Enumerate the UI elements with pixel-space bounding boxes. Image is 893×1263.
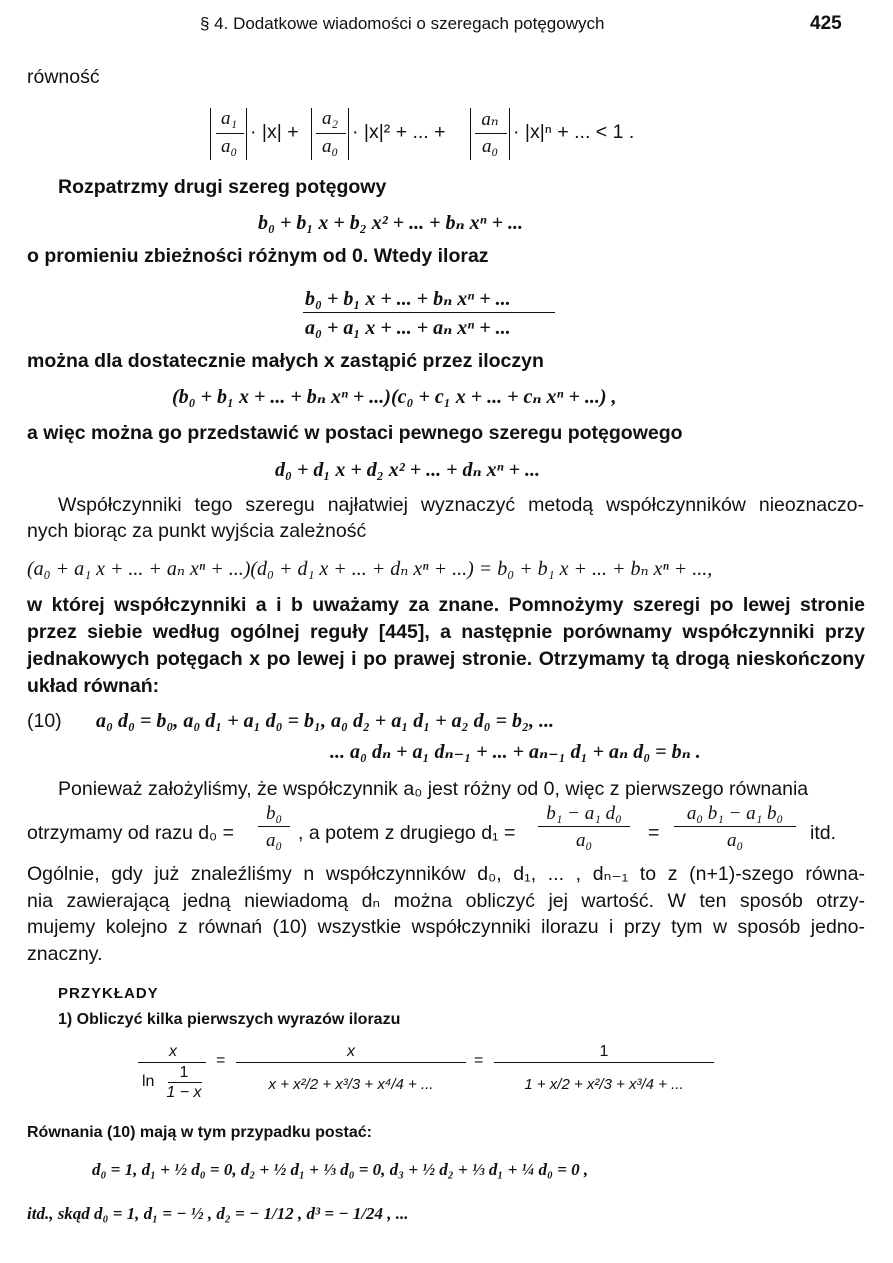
equation-label-10: (10) [27,710,62,732]
text-paragraph-1: Rozpatrzmy drugi szereg potęgowy [58,176,387,198]
equation-product: (b₀ + b₁ x + ... + bₙ xⁿ + ...)(c₀ + c₁ x + ... + cₙ xⁿ + ...) , [172,386,617,408]
ineq-a0-second: a₀ [321,136,339,157]
example-caption: Równania (10) mają w tym przypadku postać: [27,1124,372,1141]
frac-d1-alt-num: a₀ b₁ − a₁ b₀ [686,803,784,824]
text-paragraph-2: o promieniu zbieżności różnym od 0. Wtedy iloraz [27,245,489,267]
ex-frac1-inner-num: 1 [179,1064,189,1081]
equation-series-d: d₀ + d₁ x + d₂ x² + ... + dₙ xⁿ + ... [275,459,541,481]
derivation-text-2: , a potem z drugiego d₁ = [298,822,516,844]
quotient-denominator: a₀ + a₁ x + ... + aₙ xⁿ + ... [305,317,511,339]
ex-frac3-num: 1 [599,1043,609,1060]
derivation-text-3: itd. [810,822,837,844]
ineq-term2: · |x|² + ... + [352,121,446,143]
ineq-term1: · |x| + [250,121,299,143]
ex-frac2-num: x [347,1043,355,1060]
equation-long: (a₀ + a₁ x + ... + aₙ xⁿ + ...)(d₀ + d₁ x + ... + dₙ xⁿ + ...) = b₀ + b₁ x + ... + bₙ xⁿ + ..., [27,558,713,580]
ineq-a0: a₀ [220,136,238,157]
page-number: 425 [810,13,842,34]
ex-frac1-num: x [169,1043,177,1060]
ineq-a0-third: a₀ [481,136,499,157]
ineq-an: aₙ [481,109,499,130]
example-equations: d₀ = 1, d₁ + ½ d₀ = 0, d₂ + ½ d₁ + ⅓ d₀ = 0, d₃ + ½ d₂ + ⅓ d₁ + ¼ d₀ = 0 , [92,1160,589,1179]
text-paragraph-6-line-4: układ równań: [27,675,160,697]
text-paragraph-6-line-3: jednakowych potęgach x po lewej i po prawej stronie. Otrzymamy tą drogą nieskończony [27,648,865,670]
ex-frac3-den: 1 + x/2 + x²/3 + x³/4 + ... [524,1076,684,1093]
derivation-text-1: otrzymamy od razu d₀ = [27,822,234,844]
ex-frac1-inner-den: 1 − x [166,1084,202,1101]
examples-heading: PRZYKŁADY [58,985,159,1002]
text-paragraph-6-line-1: w której współczynniki a i b uważamy za znane. Pomnożymy szeregi po lewej stronie [27,594,865,616]
text-paragraph-9-line-4: znaczny. [27,943,103,965]
equation-system-line-2: ... a₀ dₙ + a₁ dₙ₋₁ + ... + aₙ₋₁ d₁ + aₙ d₀ = bₙ . [330,741,701,763]
derivation-equals: = [648,822,660,844]
frac-d0-den: a₀ [265,830,283,851]
ineq-a2: a₂ [321,108,339,129]
text-paragraph-7: Ponieważ założyliśmy, że współczynnik a₀ jest różny od 0, więc z pierwszego równania [58,778,809,800]
frac-d1-alt-den: a₀ [726,830,744,851]
quotient-numerator: b₀ + b₁ x + ... + bₙ xⁿ + ... [305,288,511,310]
ex-frac2-den: x + x²/2 + x³/3 + x⁴/4 + ... [268,1076,434,1093]
text-paragraph-4: a więc można go przedstawić w postaci pewnego szeregu potęgowego [27,422,683,444]
text-paragraph-5-line-2: nych biorąc za punkt wyjścia zależność [27,520,367,542]
text-paragraph-9-line-1: Ogólnie, gdy już znaleźliśmy n współczynników d₀, d₁, ... , dₙ₋₁ to z (n+1)-szego równa- [27,863,865,885]
ex-equals-1: = [216,1052,226,1069]
ineq-term3: · |x|ⁿ + ... < 1 . [513,121,635,143]
text-paragraph-3: można dla dostatecznie małych x zastąpić przez iloczyn [27,350,544,372]
text-paragraph-5-line-1: Współczynniki tego szeregu najłatwiej wyznaczyć metodą współczynników nieoznaczo- [58,494,864,516]
text-paragraph-6-line-2: przez siebie według ogólnej reguły [445], a następnie porównamy współczynniki przy [27,621,865,643]
frac-d1-num: b₁ − a₁ d₀ [546,803,622,824]
frac-d0-num: b₀ [265,803,283,824]
frac-d1-den: a₀ [575,830,593,851]
ex-frac1-ln: ln [142,1073,155,1090]
ex-equals-2: = [474,1052,484,1069]
text-line-rownosc: równość [27,66,100,88]
example-1-text: 1) Obliczyć kilka pierwszych wyrazów ilorazu [58,1011,401,1028]
example-result: itd., skąd d₀ = 1, d₁ = − ½ , d₂ = − 1/12 , d³ = − 1/24 , ... [27,1204,409,1223]
text-paragraph-9-line-2: nia zawierającą jedną niewiadomą dₙ można obliczyć jej wartość. W ten sposób otrzy- [27,890,865,912]
ineq-a1: a₁ [220,108,238,129]
equation-system-line-1: a₀ d₀ = b₀, a₀ d₁ + a₁ d₀ = b₁, a₀ d₂ + a₁ d₁ + a₂ d₀ = b₂, ... [96,710,554,732]
running-header: § 4. Dodatkowe wiadomości o szeregach potęgowych [200,14,605,33]
text-paragraph-9-line-3: mujemy kolejno z równań (10) wszystkie współczynniki ilorazu i przy tym w sposób jedno- [27,916,865,938]
equation-series-b: b₀ + b₁ x + b₂ x² + ... + bₙ xⁿ + ... [258,212,524,234]
